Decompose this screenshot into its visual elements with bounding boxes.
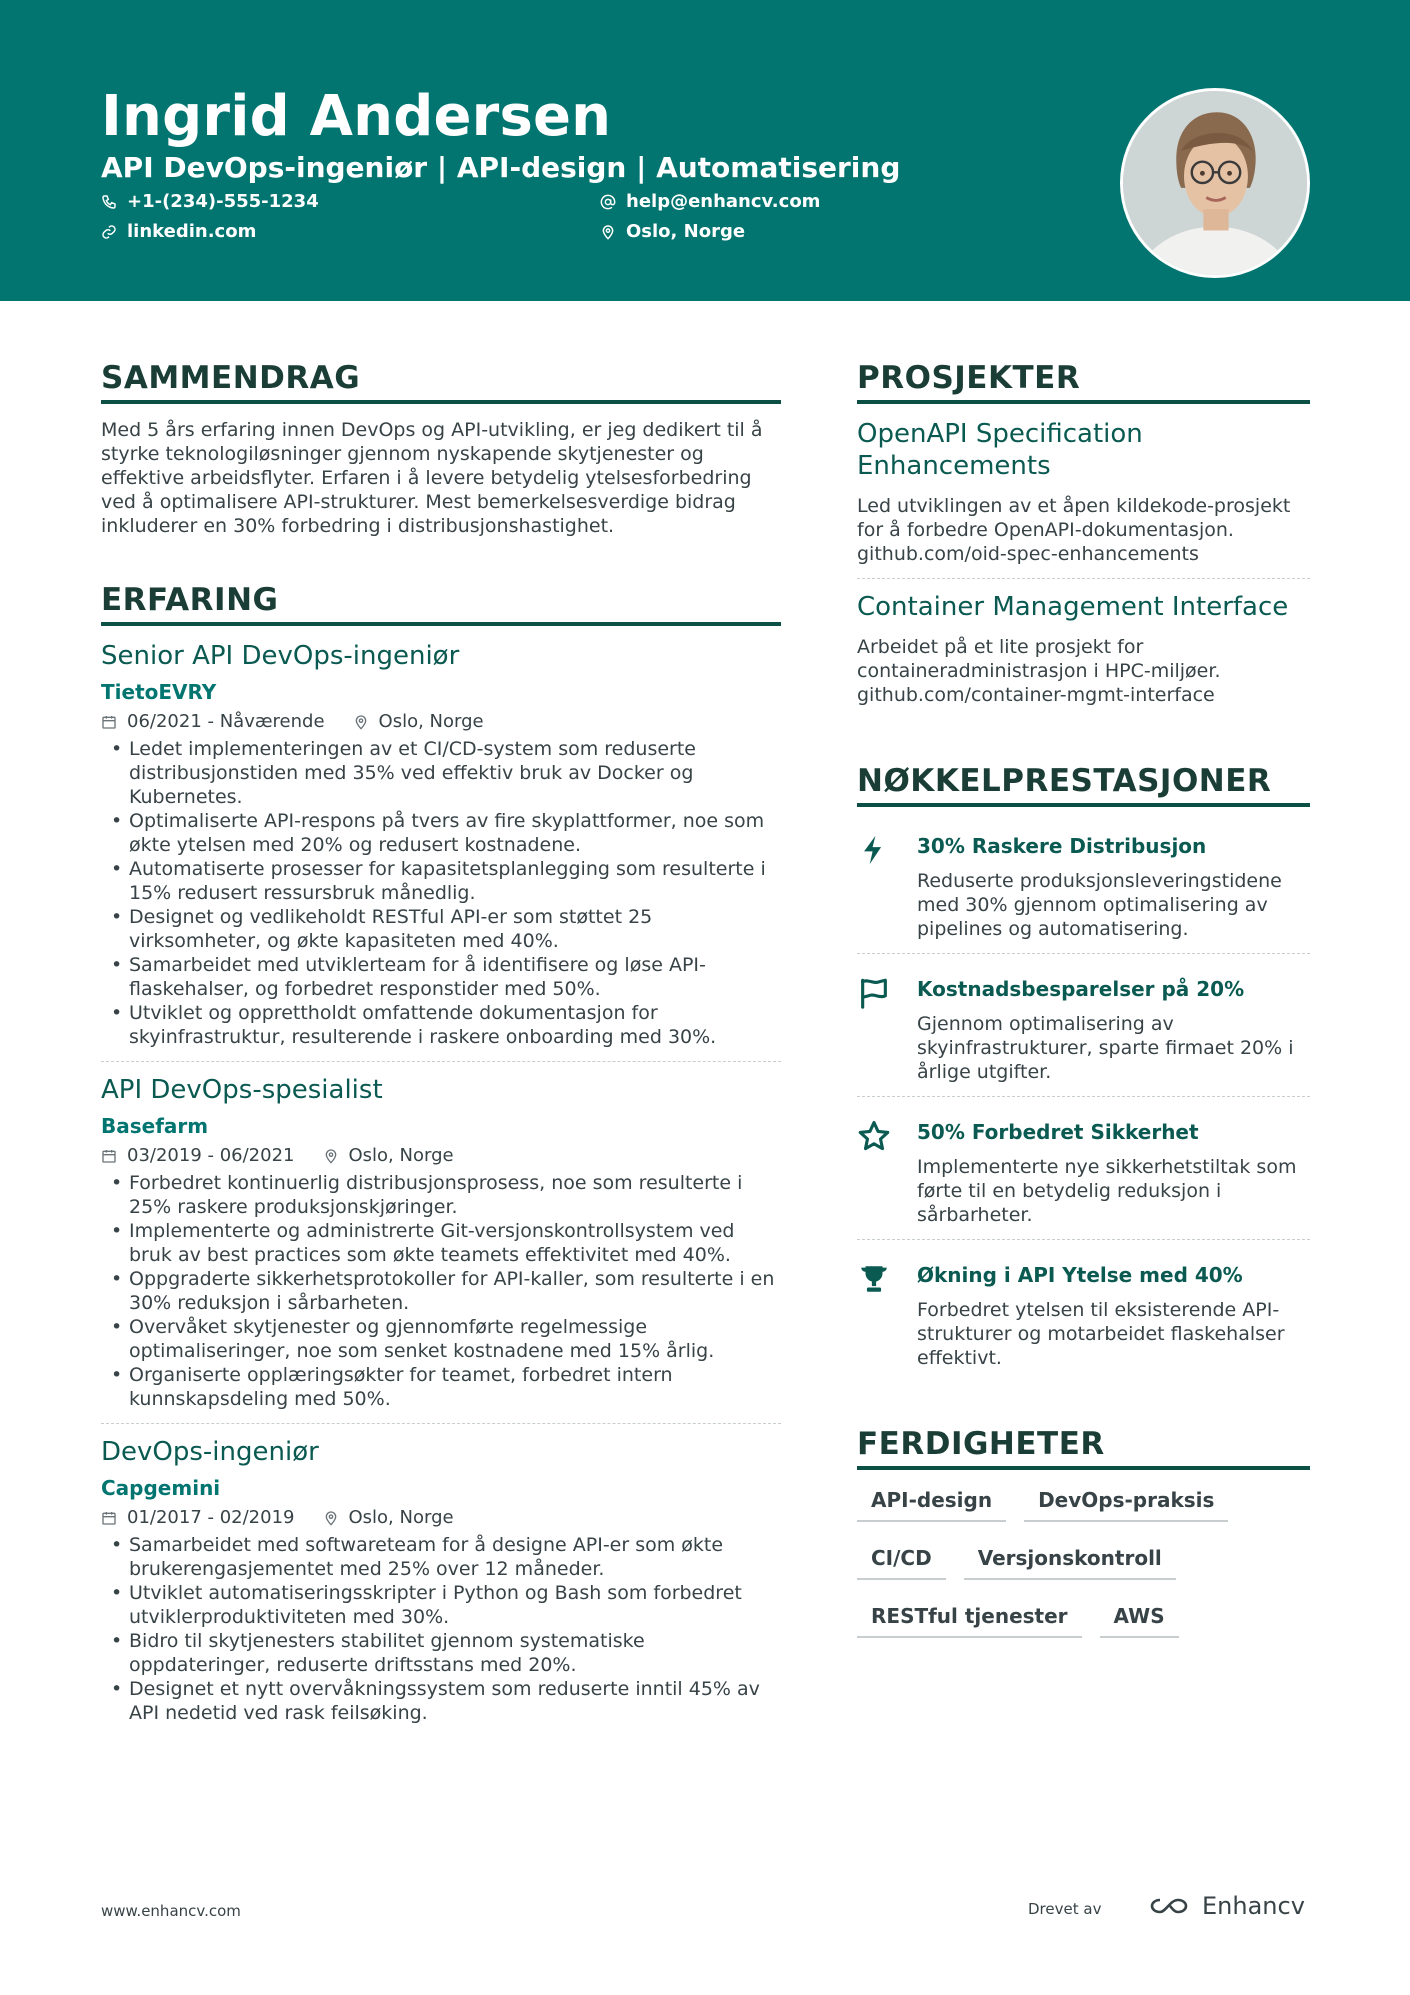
achievement-title: Kostnadsbesparelser på 20% [917,977,1245,1001]
achievement-entry [857,964,1310,1097]
achievements-section [857,763,1310,1382]
project-title: Container Management Interface [857,592,1289,622]
company-name: TietoEVRY [101,680,217,704]
job-meta [101,1145,781,1167]
calendar-icon [101,1148,117,1164]
contact-location [600,221,745,242]
skill-tag: API-design [857,1484,1006,1522]
project-description: Arbeidet på et lite prosjekt for containeradministrasjon i HPC-miljøer. github.com/container-mgmt-interface [857,636,1221,706]
email-text[interactable]: help@enhancv.com [626,191,821,212]
achievement-entry [857,821,1310,954]
skills-heading: FERDIGHETER [857,1426,1310,1470]
portrait-image [1123,91,1307,275]
achievement-description: Forbedret ytelsen til eksisterende API-strukturer og motarbeidet flaskehalser effektivt. [917,1299,1285,1369]
bullet-item: • Forbedret kontinuerlig distribusjonsprosess, noe som resulterte i 25% raskere produksjonskjøringer. [101,1171,781,1219]
achievement-title: 50% Forbedret Sikkerhet [917,1120,1199,1144]
location-pin-icon [353,714,369,730]
achievement-entry [857,1107,1310,1240]
skill-tag: CI/CD [857,1542,946,1580]
job-title: API DevOps-spesialist [101,1075,383,1105]
achievement-entry [857,1250,1310,1382]
contact-email[interactable] [600,191,820,212]
location-text: Oslo, Norge [626,221,746,242]
job-bullets [101,1533,781,1725]
project-entry [857,591,1310,719]
lightning-icon [857,833,891,867]
job-dates: 03/2019 - 06/2021 [127,1145,295,1166]
skills-section [857,1426,1310,1638]
job-entry [101,1074,781,1424]
job-location: Oslo, Norge [378,711,484,732]
skills-list [857,1484,1310,1638]
bullet-item: • Ledet implementeringen av et CI/CD-system som reduserte distribusjonstiden med 35% ved effektiv bruk av Docker og Kubernetes. [101,737,781,809]
location-pin-icon [323,1148,339,1164]
achievement-description: Reduserte produksjonsleveringstidene med 30% gjennom optimalisering av pipelines og automatisering. [917,870,1282,940]
header-banner [0,0,1410,301]
location-pin-icon [323,1510,339,1526]
infinity-logo-icon [1148,1894,1194,1918]
bullet-item: • Organiserte opplæringsøkter for teamet, forbedret intern kunnskapsdeling med 50%. [101,1363,781,1411]
summary-heading: SAMMENDRAG [101,360,781,404]
job-meta [101,1507,781,1529]
job-dates: 01/2017 - 02/2019 [127,1507,295,1528]
enhancv-logo[interactable] [1148,1892,1305,1920]
profile-photo [1120,88,1310,278]
bullet-item: • Utviklet automatiseringsskripter i Python og Bash som forbedret utviklerproduktiviteten med 30%. [101,1581,781,1629]
summary-section [101,360,781,538]
bullet-item: • Overvåket skytjenester og gjennomførte regelmessige optimaliseringer, noe som senket kostnadene med 15% årlig. [101,1315,781,1363]
achievement-title: Økning i API Ytelse med 40% [917,1263,1243,1287]
linkedin-text[interactable]: linkedin.com [127,221,257,242]
bullet-item: • Samarbeidet med utviklerteam for å identifisere og løse API-flaskehalser, og forbedret responstider med 50%. [101,953,781,1001]
achievement-title: 30% Raskere Distribusjon [917,834,1207,858]
left-column [101,360,781,1749]
experience-heading: ERFARING [101,582,781,626]
job-location: Oslo, Norge [348,1145,454,1166]
phone-text: +1-(234)-555-1234 [127,191,319,212]
at-sign-icon [600,194,616,210]
bullet-item: • Utviklet og opprettholdt omfattende dokumentasjon for skyinfrastruktur, resulterende i raskere onboarding med 30%. [101,1001,781,1049]
location-pin-icon [600,224,616,240]
bullet-item: • Designet et nytt overvåkningssystem som reduserte inntil 45% av API nedetid ved rask feilsøking. [101,1677,781,1725]
trophy-icon [857,1262,891,1296]
achievement-description: Gjennom optimalisering av skyinfrastrukturer, sparte firmaet 20% i årlige utgifter. [917,1013,1294,1083]
achievement-description: Implementerte nye sikkerhetstiltak som førte til en betydelig reduksjon i sårbarheter. [917,1156,1297,1226]
summary-text: Med 5 års erfaring innen DevOps og API-utvikling, er jeg dedikert til å styrke teknologiløsninger gjennom nyskapende skytjenester og effektive arbeidsflyter. Erfaren i å levere betydelig ytelsesforbedring ved å optimalisere API-strukturer. Mest bemerkelsesverdige bidrag inkluderer en 30% forbedring i distribusjonshastighet. [101,419,763,537]
company-name: Basefarm [101,1114,209,1138]
job-entry [101,640,781,1062]
bullet-item: • Designet og vedlikeholdt RESTful API-er som støttet 25 virksomheter, og økte kapasiteten med 40%. [101,905,781,953]
bullet-item: • Oppgraderte sikkerhetsprotokoller for API-kaller, som resulterte i en 30% reduksjon i sårbarheten. [101,1267,781,1315]
job-entry [101,1436,781,1737]
project-title: OpenAPI Specification Enhancements [857,419,1143,481]
job-meta [101,711,781,733]
bullet-item: • Implementerte og administrerte Git-versjonskontrollsystem ved bruk av best practices som økte teamets effektivitet med 40%. [101,1219,781,1267]
skill-tag: AWS [1100,1600,1179,1638]
job-bullets [101,1171,781,1411]
footer-powered-by: Drevet av [1028,1900,1102,1918]
brand-name: Enhancv [1202,1892,1305,1920]
phone-icon [101,194,117,210]
calendar-icon [101,1510,117,1526]
contact-linkedin[interactable] [101,221,256,242]
link-icon [101,224,117,240]
company-name: Capgemini [101,1476,221,1500]
skill-tag: Versjonskontroll [964,1542,1176,1580]
job-title: DevOps-ingeniør [101,1437,319,1467]
skill-tag: RESTful tjenester [857,1600,1082,1638]
contact-phone [101,191,319,212]
projects-heading: PROSJEKTER [857,360,1310,404]
bullet-item: • Bidro til skytjenesters stabilitet gjennom systematiske oppdateringer, reduserte driftsstans med 20%. [101,1629,781,1677]
bullet-item: • Automatiserte prosesser for kapasitetsplanlegging som resulterte i 15% redusert ressursbruk månedlig. [101,857,781,905]
projects-section [857,360,1310,719]
job-title: Senior API DevOps-ingeniør [101,641,460,671]
bullet-item: • Samarbeidet med softwareteam for å designe API-er som økte brukerengasjementet med 25% over 12 måneder. [101,1533,781,1581]
job-location: Oslo, Norge [348,1507,454,1528]
candidate-tagline: API DevOps-ingeniør | API-design | Automatisering [101,151,901,184]
footer-website[interactable]: www.enhancv.com [101,1902,241,1920]
project-entry [857,418,1310,579]
bullet-item: • Optimaliserte API-respons på tvers av fire skyplattformer, noe som økte ytelsen med 20% og redusert kostnadene. [101,809,781,857]
achievements-heading: NØKKELPRESTASJONER [857,763,1310,807]
job-dates: 06/2021 - Nåværende [127,711,325,732]
job-bullets [101,737,781,1049]
flag-icon [857,976,891,1010]
skill-tag: DevOps-praksis [1024,1484,1228,1522]
experience-section [101,582,781,1737]
calendar-icon [101,714,117,730]
right-column [857,360,1310,1638]
star-icon [857,1119,891,1153]
project-description: Led utviklingen av et åpen kildekode-prosjekt for å forbedre OpenAPI-dokumentasjon. github.com/oid-spec-enhancements [857,495,1291,565]
candidate-name: Ingrid Andersen [101,84,612,149]
